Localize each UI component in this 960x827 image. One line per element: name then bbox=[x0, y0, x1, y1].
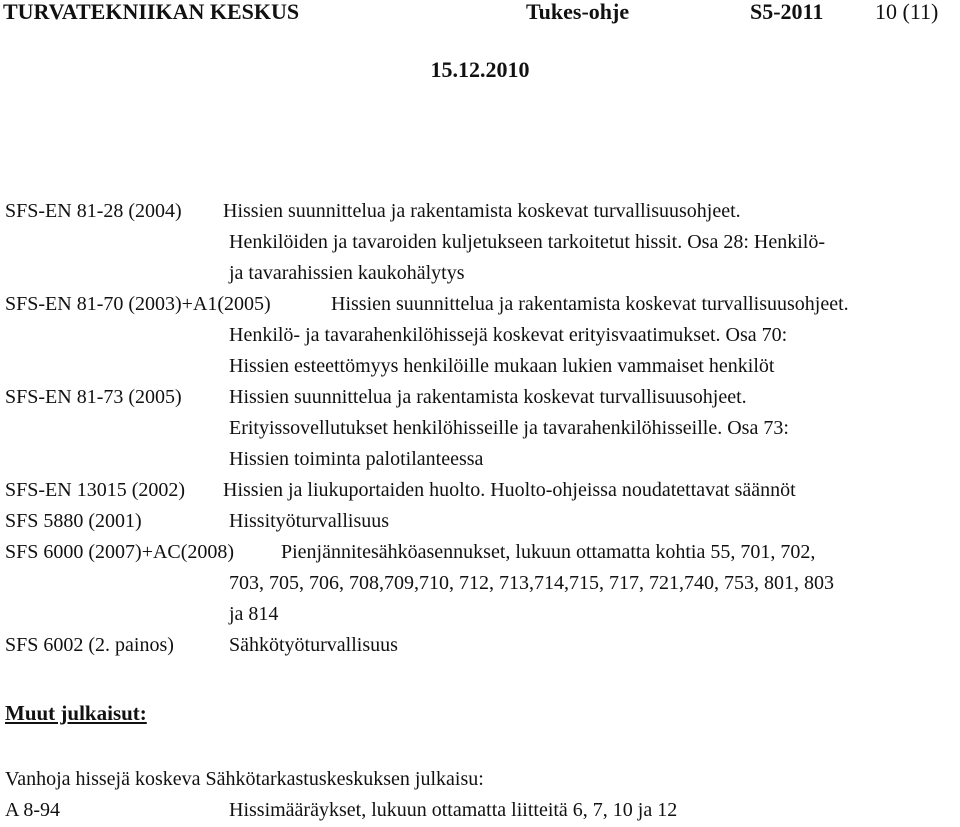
reference-item bbox=[5, 289, 955, 382]
reference-code: SFS-EN 81-70 (2003)+A1(2005) bbox=[5, 293, 271, 315]
reference-text-line: Hissityöturvallisuus bbox=[229, 510, 390, 532]
reference-text-line: ja tavarahissien kaukohälytys bbox=[229, 262, 465, 284]
reference-code: SFS 5880 (2001) bbox=[5, 510, 142, 532]
publication-code: A 8-94 bbox=[5, 799, 60, 821]
header-page-number: 10 (11) bbox=[875, 0, 939, 24]
reference-item bbox=[5, 196, 955, 289]
reference-text-line: Hissien suunnittelua ja rakentamista koskevat turvallisuusohjeet. bbox=[223, 200, 741, 222]
reference-list bbox=[5, 196, 955, 661]
reference-text-line: Hissien suunnittelua ja rakentamista koskevat turvallisuusohjeet. bbox=[229, 386, 747, 408]
reference-text-line: Henkilö- ja tavarahenkilöhissejä koskevat erityisvaatimukset. Osa 70: bbox=[229, 324, 788, 346]
reference-text-line: Pienjännitesähköasennukset, lukuun ottamatta kohtia 55, 701, 702, bbox=[281, 541, 816, 563]
header-org: TURVATEKNIIKAN KESKUS bbox=[3, 0, 300, 24]
reference-code: SFS-EN 13015 (2002) bbox=[5, 479, 186, 501]
reference-code: SFS 6002 (2. painos) bbox=[5, 634, 174, 656]
page-header bbox=[0, 0, 960, 30]
header-doc-id: S5-2011 bbox=[750, 0, 824, 24]
reference-item bbox=[5, 537, 955, 630]
other-publication-item bbox=[5, 799, 955, 822]
reference-code: SFS-EN 81-28 (2004) bbox=[5, 200, 182, 222]
header-doc-type: Tukes-ohje bbox=[526, 0, 630, 24]
reference-text-line: Henkilöiden ja tavaroiden kuljetukseen tarkoitetut hissit. Osa 28: Henkilö- bbox=[229, 231, 825, 253]
reference-item bbox=[5, 475, 955, 506]
reference-text-line: Hissien toiminta palotilanteessa bbox=[229, 448, 484, 470]
reference-text-line: Sähkötyöturvallisuus bbox=[229, 634, 398, 656]
reference-text-line: ja 814 bbox=[229, 603, 279, 625]
other-publications-intro: Vanhoja hissejä koskeva Sähkötarkastuskeskuksen julkaisu: bbox=[5, 768, 484, 790]
reference-text-line: Hissien esteettömyys henkilöille mukaan lukien vammaiset henkilöt bbox=[229, 355, 775, 377]
reference-item bbox=[5, 506, 955, 537]
header-date: 15.12.2010 bbox=[430, 57, 530, 82]
reference-code: SFS-EN 81-73 (2005) bbox=[5, 386, 182, 408]
reference-text-line: 703, 705, 706, 708,709,710, 712, 713,714,715, 717, 721,740, 753, 801, 803 bbox=[229, 572, 834, 594]
reference-item bbox=[5, 382, 955, 475]
reference-text-line: Hissien suunnittelua ja rakentamista koskevat turvallisuusohjeet. bbox=[331, 293, 849, 315]
reference-item bbox=[5, 630, 955, 661]
reference-code: SFS 6000 (2007)+AC(2008) bbox=[5, 541, 235, 563]
reference-text-line: Hissien ja liukuportaiden huolto. Huolto-ohjeissa noudatettavat säännöt bbox=[223, 479, 796, 501]
reference-text-line: Erityissovellutukset henkilöhisseille ja tavarahenkilöhisseille. Osa 73: bbox=[229, 417, 789, 439]
publication-text: Hissimääräykset, lukuun ottamatta liitteitä 6, 7, 10 ja 12 bbox=[229, 799, 678, 821]
other-publications-heading: Muut julkaisut: bbox=[5, 701, 147, 725]
